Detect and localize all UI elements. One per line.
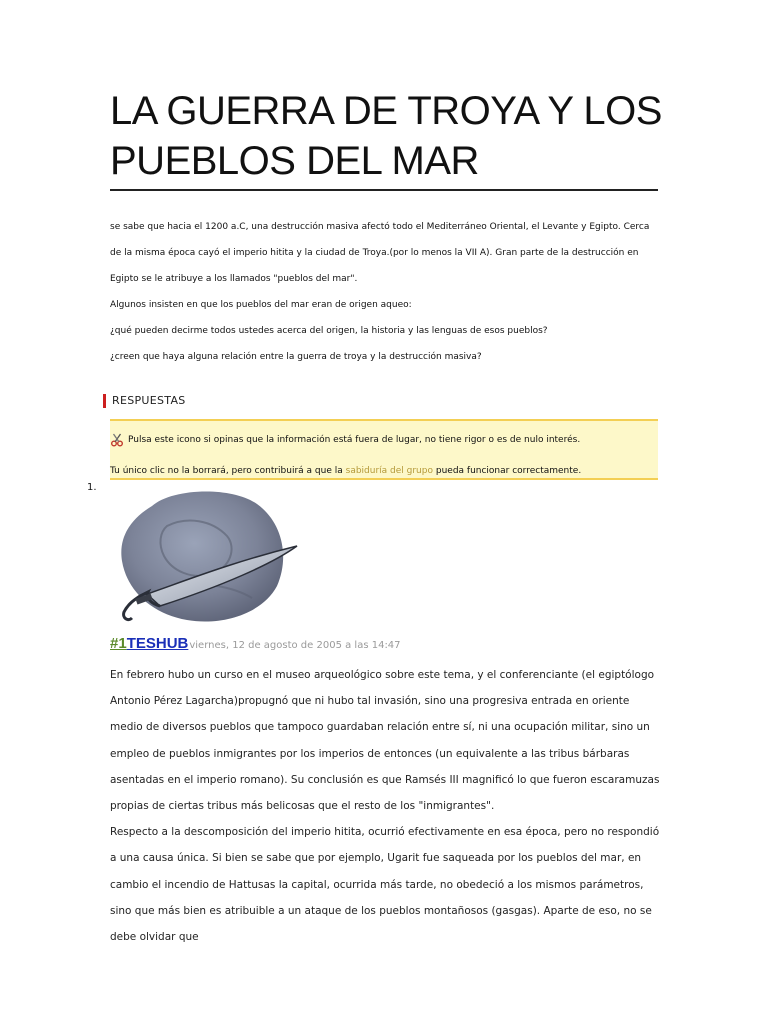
avatar [112, 486, 302, 628]
question-paragraph: ¿qué pueden decirme todos ustedes acerca del origen, la historia y las lenguas de esos pueblos? [110, 326, 548, 336]
author-link[interactable]: TESHUB [126, 635, 189, 652]
notice-line [110, 433, 580, 447]
answer-paragraph: Respecto a la descomposición del imperio hitita, ocurrió efectivamente en esa época, pero no respondió a una causa única. Si bien se sabe que por ejemplo, Ugarit fue saqueada por los pueblos del mar, en cambio el incendio de Hattusas la capital, ocurrida más tarde, no obedeció a los mismos parámetros, sino que más bien es atribuible a un ataque de los pueblos montañosos (gasgas). Aparte de eso, no se debe olvidar que [110, 826, 660, 944]
question-paragraph: se sabe que hacia el 1200 a.C, una destrucción masiva afectó todo el Mediterráneo Oriental, el Levante y Egipto. Cerca de la misma época cayó el imperio hitita y la ciudad de Troya.(por lo menos la VII A). Gran parte de la destrucción en Egipto se le atribuye a los llamados "pueblos del mar". [110, 222, 650, 284]
notice-text: pueda funcionar correctamente. [435, 466, 582, 476]
notice-text: Pulsa este icono si opinas que la información está fuera de lugar, no tiene rigor o es de nulo interés. [128, 435, 581, 445]
question-paragraph: ¿creen que haya alguna relación entre la guerra de troya y la destrucción masiva? [110, 352, 482, 362]
answer-body [110, 662, 660, 950]
question-paragraph: Algunos insisten en que los pueblos del mar eran de origen aqueo: [110, 300, 412, 310]
page-title: LA GUERRA DE TROYA Y LOS PUEBLOS DEL MAR [110, 89, 662, 183]
notice-text: Tu único clic no la borrará, pero contribuirá a que la [110, 466, 343, 476]
answer-list-number: 1. [87, 482, 97, 493]
question-body [110, 214, 658, 370]
answer-paragraph: En febrero hubo un curso en el museo arqueológico sobre este tema, y el conferenciante (el egiptólogo Antonio Pérez Lagarcha)propugnó que ni hubo tal invasión, sino una progresiva entrada en oriente medio de diversos pueblos que tampoco guardaban relación entre sí, ni una ocupación militar, sino un empleo de pueblos inmigrantes por los imperios de entonces (un equivalente a las tribus bárbaras asentadas en el imperio romano). Su conclusión es que Ramsés III magnificó lo que fueron escaramuzas propias de ciertas tribus más belicosas que el resto de los "inmigrantes". [110, 669, 660, 813]
post-number-link[interactable]: #1 [110, 635, 127, 652]
sabiduria-link[interactable]: sabiduría del grupo [345, 466, 433, 476]
scissors-icon[interactable] [110, 433, 124, 447]
respuestas-heading: RESPUESTAS [103, 394, 186, 408]
notice-line [110, 466, 581, 476]
answer-meta [110, 635, 401, 652]
notice-box [110, 419, 658, 480]
post-date: viernes, 12 de agosto de 2005 a las 14:47 [189, 640, 401, 651]
title-divider [110, 189, 658, 191]
